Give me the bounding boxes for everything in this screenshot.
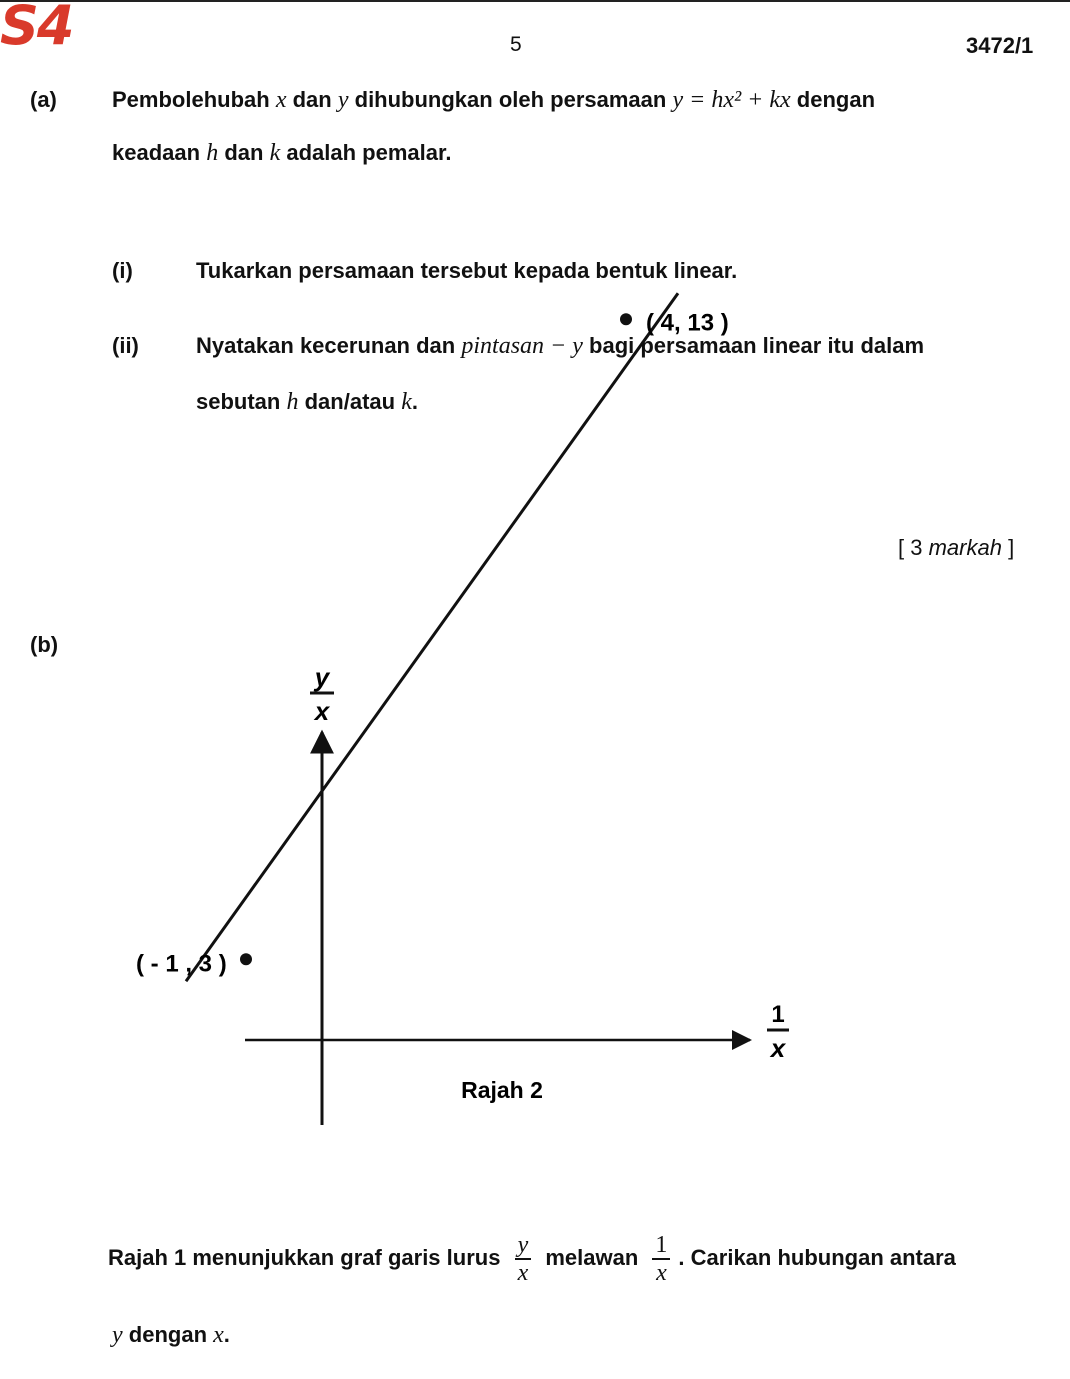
var-y: y — [337, 87, 349, 113]
data-point-label-2: ( 4, 13 ) — [646, 309, 729, 337]
x-axis-label-den: x — [770, 1033, 786, 1063]
sub-ii-line-1 — [196, 333, 924, 360]
var-y-2: y — [112, 1322, 123, 1348]
dengan-word: dengan — [128, 1322, 208, 1347]
part-a-line1-pre: Pembolehubah — [112, 87, 270, 112]
dan-word: dan — [292, 87, 332, 112]
var-x: x — [275, 87, 287, 113]
part-a-label: (a) — [30, 87, 57, 112]
dan-word-2: dan — [224, 140, 264, 165]
fraction-1-over-x — [652, 1232, 670, 1286]
fraction-x-2: x — [656, 1260, 667, 1286]
top-rule — [0, 0, 1070, 2]
var-h-2: h — [286, 389, 299, 415]
fraction-y-over-x — [515, 1232, 532, 1286]
x-axis-label-num: 1 — [771, 1001, 785, 1028]
sub-ii-label: (ii) — [112, 333, 139, 358]
var-x-2: x — [213, 1322, 224, 1348]
melawan-word: melawan — [545, 1244, 639, 1270]
data-point-label-1: ( - 1 , 3 ) — [136, 950, 227, 978]
sub-i-label: (i) — [112, 258, 133, 283]
page-number: 5 — [510, 33, 522, 56]
sub-ii-line2-mid: dan/atau — [304, 389, 396, 414]
sub-ii-post: bagi persamaan linear itu dalam — [589, 333, 925, 358]
part-a-line1-post: dengan — [796, 87, 876, 112]
sub-ii-line2-end: . — [411, 389, 418, 414]
part-a-line2-post: adalah pemalar. — [286, 140, 452, 165]
sub-ii-line2-pre: sebutan — [196, 389, 281, 414]
sub-ii-pre: Nyatakan kecerunan dan — [196, 333, 456, 358]
fraction-one: 1 — [652, 1232, 670, 1260]
part-b-question-line-2 — [112, 1322, 230, 1349]
part-b-question-pre: Rajah 1 menunjukkan graf garis lurus — [108, 1244, 501, 1270]
data-point-1 — [240, 953, 252, 965]
y-axis-label-den: x — [314, 696, 330, 726]
fraction-x: x — [517, 1260, 529, 1286]
handwritten-question-tag: S4 — [0, 0, 73, 57]
marks-open: [ 3 — [898, 535, 923, 560]
marks-allocation — [898, 535, 1014, 561]
y-intercept-term: pintasan − y — [461, 333, 583, 359]
line2-end: . — [223, 1322, 230, 1347]
part-a-line2-pre: keadaan — [112, 140, 201, 165]
paper-code: 3472/1 — [966, 33, 1034, 58]
figure-caption: Rajah 2 — [461, 1077, 543, 1103]
fraction-y: y — [515, 1232, 532, 1260]
equation: y = hx² + kx — [672, 87, 791, 113]
part-a-line-1 — [112, 87, 875, 114]
sub-ii-line-2 — [196, 389, 418, 416]
sub-i-text: Tukarkan persamaan tersebut kepada bentuk linear. — [196, 258, 738, 283]
marks-close: ] — [1008, 535, 1015, 560]
part-b-question-post: . Carikan hubungan antara — [678, 1244, 956, 1270]
y-axis-label-num: y — [314, 662, 330, 692]
part-b-label: (b) — [30, 632, 59, 657]
data-point-2 — [620, 313, 632, 325]
var-k: k — [269, 140, 281, 166]
part-a-line1-mid: dihubungkan oleh persamaan — [354, 87, 667, 112]
part-a-line-2 — [112, 140, 451, 167]
var-h: h — [206, 140, 219, 166]
marks-word: markah — [928, 535, 1002, 560]
var-k-2: k — [401, 389, 412, 415]
part-b-question-line-1 — [108, 1232, 956, 1286]
